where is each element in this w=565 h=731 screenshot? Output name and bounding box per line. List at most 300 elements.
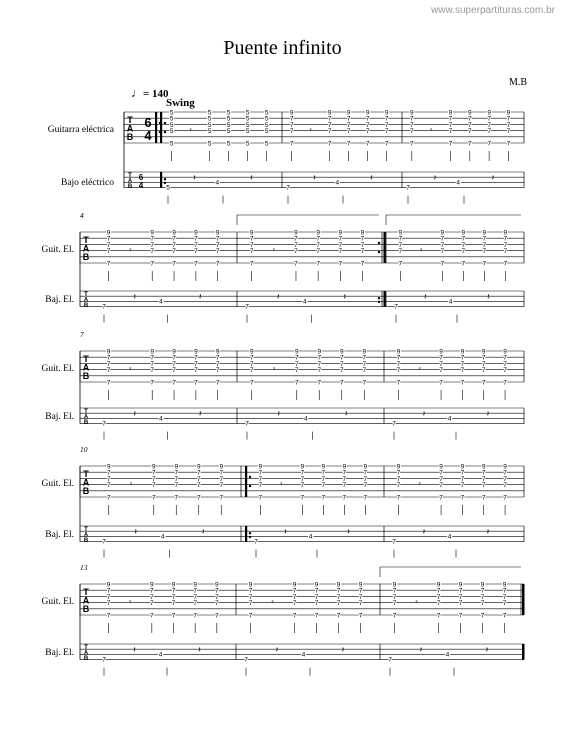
guitar-tab-fret: 7 [458,593,463,601]
guitar-rest: 𝄾 [415,597,418,607]
guitar-tab-fret: 7 [151,494,156,502]
guitar-tab-fret: 5 [169,109,174,117]
guitar-tab-fret: 7 [194,260,198,268]
guitar-tab-fret: 7 [292,612,297,620]
guitar-tab-fret: 7 [106,260,111,268]
guitar-tab-fret: 7 [150,260,155,268]
guitar-tab-fret: 7 [150,248,155,255]
guitar-tab-fret: 9 [150,348,155,356]
guitar-tab-fret: 7 [396,469,401,477]
guitar-tab-fret: 7 [174,469,179,477]
guitar-tab-fret: 7 [458,612,463,620]
guitar-tab-fret: 7 [248,587,253,595]
guitar-tab-fret: 7 [215,354,220,362]
guitar-tab-fret: 7 [363,469,368,477]
guitar-tab-fret: 9 [289,109,294,117]
guitar-tab-fret: 7 [336,593,341,601]
bass-tab-fret: 4 [158,651,163,659]
repeat-dot [378,297,380,299]
bass-tab-fret: 4 [447,533,452,541]
guitar-tab-fret: 9 [362,348,367,356]
time-signature-top: 6 [138,173,144,182]
bass-short-label: Baj. El. [45,412,74,422]
guitar-full-label: Guitarra eléctrica [47,125,114,135]
guitar-tab-fret: 7 [314,587,319,595]
guitar-tab-fret: 7 [358,600,363,607]
guitar-tab-fret: 7 [396,360,401,368]
guitar-tab-fret: 7 [439,354,443,362]
bass-tab-fret: 7 [245,420,249,428]
repeat-dot [249,485,251,487]
bass-rest: 𝄽 [422,527,426,537]
guitar-tab-fret: 9 [292,581,297,589]
guitar-tab-fret: 7 [506,121,511,129]
guitar-tab-fret: 7 [316,241,320,249]
guitar-tab-fret: 7 [194,248,198,255]
guitar-tab-fret: 7 [440,241,445,249]
guitar-tab-fret: 7 [342,494,347,502]
bass-tab-clef: T [84,527,88,533]
guitar-tab-fret: 7 [294,379,299,387]
guitar-tab-fret: 9 [448,109,453,117]
guitar-tab-fret: 7 [106,367,111,374]
guitar-tab-fret: 7 [215,587,219,595]
guitar-tab-fret: 9 [321,463,326,471]
guitar-tab-fret: 5 [169,121,174,129]
guitar-tab-fret: 7 [461,235,466,243]
bass-tab-fret: 7 [394,303,398,311]
bass-rest: 𝄽 [486,409,490,419]
guitar-tab-fret: 7 [294,367,299,374]
guitar-tab-fret: 7 [409,121,414,129]
composer-name: M.B [509,77,528,88]
guitar-rest: 𝄾 [418,364,421,374]
guitar-tab-fret: 7 [316,248,320,255]
guitar-tab-fret: 7 [384,128,389,135]
guitar-tab-fret: 9 [215,229,220,237]
guitar-tab-fret: 7 [215,379,220,387]
guitar-tab-fret: 9 [171,581,176,589]
guitar-tab-fret: 9 [150,229,155,237]
guitar-tab-fret: 7 [398,235,403,243]
guitar-tab-fret: 7 [384,121,389,129]
guitar-tab-fret: 7 [215,248,220,255]
measure-number: 10 [80,445,88,454]
guitar-tab-fret: 7 [502,587,507,595]
guitar-tab-fret: 9 [327,109,332,117]
guitar-tab-fret: 7 [439,475,443,483]
guitar-tab-fret: 7 [249,379,254,387]
guitar-tab-fret: 7 [467,140,472,148]
guitar-tab-fret: 7 [314,612,319,620]
bass-rest: 𝄽 [199,409,202,419]
guitar-tab-fret: 7 [171,587,176,595]
guitar-tab-fret: 5 [245,121,250,129]
guitar-tab-fret: 7 [292,600,297,607]
guitar-tab-fret: 7 [360,235,365,243]
guitar-tab-fret: 7 [219,494,224,502]
guitar-tab-fret: 9 [215,348,220,356]
bass-tab-fret: 7 [102,303,106,311]
bass-tab-fret: 4 [303,298,307,306]
guitar-tab-fret: 7 [439,360,443,368]
guitar-tab-fret: 7 [487,128,491,135]
guitar-tab-fret: 7 [480,612,485,620]
guitar-tab-fret: 7 [248,612,253,620]
guitar-tab-fret: 5 [207,109,212,117]
bass-tab-fret: 7 [392,538,396,546]
guitar-tab-fret: 7 [300,494,305,502]
guitar-tab-fret: 7 [338,260,343,268]
guitar-tab-fret: 7 [358,587,363,595]
guitar-tab-fret: 9 [409,109,414,117]
bass-full-label: Bajo eléctrico [60,178,114,188]
bass-short-label: Baj. El. [45,530,74,540]
bass-tab-clef: A [83,532,89,539]
bass-tab-fret: 7 [392,420,396,428]
guitar-tab-fret: 7 [362,367,367,374]
guitar-tab-fret: 7 [384,115,389,123]
guitar-tab-fret: 7 [480,587,485,595]
repeat-start-thick [160,172,162,188]
guitar-tab-fret: 5 [264,121,269,129]
bass-tab-fret: 7 [102,420,106,428]
bass-tab-fret: 4 [159,415,163,423]
bass-tab-fret: 4 [335,179,340,187]
site-watermark: www.superpartituras.com.br [431,5,555,16]
bass-tab-fret: 4 [215,179,220,187]
guitar-tab-fret: 7 [460,475,465,483]
guitar-tab-fret: 7 [448,115,453,123]
repeat-start-thick [245,466,247,497]
bass-tab-clef: T [84,409,88,415]
repeat-dot [164,122,166,124]
guitar-rest: 𝄾 [129,364,132,374]
guitar-tab-fret: 7 [487,140,491,148]
guitar-tab-fret: 7 [327,140,332,148]
guitar-tab-fret: 7 [467,115,472,123]
guitar-tab-fret: 7 [363,482,368,489]
bass-tab-fret: 4 [447,415,452,423]
guitar-tab-fret: 7 [289,121,294,129]
guitar-tab-fret: 9 [194,348,198,356]
guitar-tab-fret: 9 [342,463,347,471]
bass-tab-clef: B [83,420,89,427]
guitar-rest: 𝄾 [280,479,283,489]
guitar-tab-fret: 5 [245,115,250,123]
guitar-tab-fret: 9 [338,229,343,237]
bass-rest: 𝄽 [202,527,205,537]
guitar-tab-fret: 7 [106,235,111,243]
guitar-tab-fret: 7 [292,593,297,601]
bass-rest: 𝄽 [345,409,348,419]
final-thick-barline [522,584,525,615]
guitar-tab-fret: 7 [440,248,445,255]
guitar-tab-fret: 5 [245,128,250,135]
bass-rest: 𝄽 [370,173,373,183]
guitar-tab-fret: 7 [363,475,368,483]
guitar-tab-fret: 7 [448,140,453,148]
bass-tab-fret: 4 [303,415,308,423]
guitar-tab-fret: 7 [467,121,472,129]
guitar-tab-fret: 7 [440,235,445,243]
guitar-tab-clef: T [83,469,89,479]
guitar-tab-fret: 7 [481,475,486,483]
guitar-tab-fret: 7 [460,379,465,387]
guitar-tab-fret: 9 [249,348,254,356]
guitar-short-label: Guit. El. [41,364,74,374]
repeat-dot [249,532,251,534]
guitar-tab-fret: 7 [338,241,343,249]
guitar-tab-fret: 7 [194,379,198,387]
guitar-tab-fret: 7 [481,494,486,502]
guitar-tab-fret: 7 [294,248,298,255]
guitar-tab-fret: 7 [480,600,485,607]
repeat-dot [378,242,380,244]
guitar-tab-fret: 9 [300,463,305,471]
bass-rest: 𝄽 [341,645,345,655]
guitar-tab-fret: 9 [316,229,320,237]
bass-rest: 𝄽 [419,645,423,655]
guitar-tab-fret: 7 [215,367,220,374]
guitar-rest: 𝄾 [129,597,132,607]
bass-tab-clef: A [83,297,89,304]
guitar-tab-fret: 7 [506,128,511,135]
guitar-tab-fret: 7 [481,379,486,387]
guitar-tab-fret: 7 [481,354,486,362]
guitar-tab-fret: 9 [196,463,201,471]
guitar-tab-fret: 7 [258,469,263,477]
guitar-tab-fret: 7 [317,367,322,374]
guitar-tab-fret: 7 [461,260,466,268]
guitar-tab-fret: 7 [339,354,344,362]
guitar-tab-fret: 9 [439,463,443,471]
guitar-tab-fret: 9 [106,463,111,471]
guitar-tab-fret: 7 [300,475,305,483]
guitar-tab-fret: 7 [481,367,486,374]
guitar-tab-fret: 7 [172,360,176,368]
bass-tab-fret: 7 [406,184,410,192]
guitar-tab-fret: 7 [362,379,367,387]
guitar-tab-fret: 7 [481,469,486,477]
guitar-tab-fret: 7 [172,241,176,249]
guitar-tab-fret: 7 [339,367,344,374]
guitar-tab-fret: 7 [360,260,365,268]
guitar-tab-fret: 7 [396,354,401,362]
guitar-tab-fret: 7 [409,115,414,123]
measure-number: 4 [80,211,84,220]
guitar-tab-fret: 7 [503,241,508,249]
guitar-tab-fret: 7 [398,248,403,255]
guitar-tab-clef: B [82,604,90,614]
guitar-tab-clef: A [82,362,90,373]
bass-rest: 𝄽 [133,292,136,302]
guitar-tab-fret: 7 [215,612,219,620]
guitar-tab-fret: 9 [174,463,179,471]
guitar-tab-fret: 5 [245,109,250,117]
guitar-tab-clef: A [126,123,134,134]
bass-tab-fret: 4 [160,533,165,541]
bass-rest: 𝄽 [491,173,495,183]
bass-tab-clef: A [83,650,89,657]
time-signature-top: 6 [144,115,152,130]
guitar-tab-fret: 7 [194,360,198,368]
bass-tab-clef: T [84,645,88,651]
guitar-tab-fret: 7 [215,593,219,601]
bass-tab-fret: 7 [244,656,248,664]
repeat-dot [164,178,166,180]
guitar-tab-fret: 7 [503,469,507,477]
guitar-tab-fret: 7 [362,354,367,362]
guitar-tab-fret: 7 [215,235,220,243]
guitar-tab-fret: 7 [106,475,111,483]
guitar-tab-fret: 7 [398,260,403,268]
guitar-tab-fret: 7 [174,475,179,483]
guitar-tab-fret: 7 [219,475,224,483]
guitar-tab-fret: 7 [448,121,453,129]
guitar-tab-fret: 7 [481,482,486,489]
guitar-tab-fret: 7 [327,128,332,135]
guitar-rest: 𝄾 [129,245,132,255]
guitar-tab-fret: 7 [317,379,322,387]
guitar-tab-fret: 7 [316,260,320,268]
guitar-tab-fret: 7 [294,360,299,368]
guitar-tab-fret: 7 [336,587,341,595]
guitar-tab-fret: 9 [219,463,224,471]
quarter-note-icon: ♩ [131,86,143,100]
guitar-tab-fret: 9 [150,581,154,589]
guitar-rest: 𝄾 [273,364,276,374]
guitar-tab-clef: T [83,235,89,245]
guitar-tab-fret: 9 [365,109,370,117]
guitar-tab-fret: 9 [458,581,463,589]
guitar-tab-clef: A [82,595,90,606]
guitar-tab-fret: 5 [207,128,212,135]
repeat-dot [249,536,251,538]
guitar-tab-clef: A [82,243,90,254]
guitar-tab-fret: 7 [150,587,154,595]
guitar-tab-fret: 5 [226,115,231,123]
repeat-dot [159,122,161,124]
bass-rest: 𝄽 [313,173,316,183]
guitar-tab-fret: 9 [248,581,253,589]
guitar-tab-fret: 7 [321,475,326,483]
guitar-tab-fret: 9 [194,229,198,237]
guitar-tab-fret: 7 [482,260,487,268]
guitar-tab-fret: 9 [358,581,363,589]
guitar-tab-fret: 7 [396,367,401,374]
guitar-tab-fret: 7 [460,469,465,477]
guitar-tab-fret: 7 [150,241,155,249]
bass-rest: 𝄽 [424,292,427,302]
guitar-tab-fret: 7 [150,593,154,601]
guitar-tab-fret: 7 [338,248,343,255]
guitar-tab-fret: 7 [294,354,299,362]
bass-rest: 𝄽 [347,527,350,537]
guitar-tab-clef: T [127,115,133,125]
guitar-tab-fret: 7 [150,360,155,368]
guitar-tab-fret: 7 [151,469,156,477]
guitar-tab-fret: 7 [461,241,466,249]
guitar-tab-fret: 9 [193,581,197,589]
bass-tab-clef: T [84,292,88,298]
guitar-tab-fret: 7 [503,482,507,489]
guitar-tab-fret: 9 [339,348,344,356]
guitar-tab-fret: 7 [194,354,198,362]
bass-tab-fret: 7 [286,184,290,192]
guitar-tab-fret: 7 [460,354,465,362]
bass-tab-clef: A [127,178,133,185]
guitar-tab-fret: 9 [106,581,111,589]
guitar-tab-fret: 9 [481,348,486,356]
guitar-tab-fret: 7 [258,494,263,502]
guitar-tab-fret: 7 [215,360,220,368]
guitar-tab-fret: 7 [481,360,486,368]
guitar-tab-fret: 7 [358,593,363,601]
guitar-tab-fret: 9 [363,463,368,471]
guitar-tab-fret: 7 [502,593,507,601]
guitar-tab-fret: 9 [482,229,487,237]
guitar-tab-fret: 7 [503,260,508,268]
guitar-tab-fret: 7 [503,248,508,255]
bass-rest: 𝄽 [199,292,202,302]
bass-tab-fret: 4 [456,179,461,187]
guitar-tab-fret: 7 [458,587,463,595]
guitar-tab-fret: 9 [506,109,511,117]
guitar-tab-fret: 7 [365,121,370,129]
bass-rest: 𝄽 [433,173,437,183]
guitar-tab-fret: 7 [106,600,111,607]
bass-tab-clef: B [127,184,133,191]
guitar-tab-fret: 7 [314,593,319,601]
guitar-tab-fret: 5 [169,115,174,123]
guitar-tab-fret: 9 [249,229,254,237]
guitar-tab-fret: 7 [193,587,197,595]
repeat-dot [378,301,380,303]
guitar-tab-fret: 7 [398,241,403,249]
guitar-tab-fret: 7 [482,235,487,243]
guitar-tab-fret: 7 [321,469,326,477]
guitar-tab-fret: 7 [106,354,111,362]
bass-tab-fret: 4 [301,651,306,659]
bass-short-label: Baj. El. [45,295,74,305]
guitar-tab-fret: 9 [503,463,507,471]
bass-rest: 𝄽 [134,527,137,537]
guitar-tab-fret: 9 [317,348,322,356]
guitar-tab-fret: 7 [360,241,365,249]
guitar-tab-fret: 7 [106,469,111,477]
guitar-tab-fret: 7 [172,260,176,268]
guitar-rest: 𝄾 [430,125,433,135]
guitar-tab-fret: 7 [502,600,507,607]
guitar-tab-fret: 7 [436,587,441,595]
guitar-tab-fret: 7 [480,593,485,601]
bass-rest: 𝄽 [487,292,490,302]
guitar-tab-fret: 5 [264,128,269,135]
guitar-tab-fret: 7 [339,379,344,387]
guitar-tab-fret: 7 [336,600,341,607]
guitar-tab-fret: 9 [460,463,465,471]
guitar-tab-fret: 9 [487,109,491,117]
guitar-tab-fret: 7 [336,612,341,620]
guitar-tab-clef: B [82,486,90,496]
guitar-tab-fret: 7 [106,379,111,387]
guitar-tab-fret: 7 [106,612,111,620]
bass-rest: 𝄽 [275,645,279,655]
repeat-start-thick [160,112,162,143]
guitar-tab-fret: 7 [196,482,201,489]
guitar-tab-fret: 5 [226,128,231,135]
